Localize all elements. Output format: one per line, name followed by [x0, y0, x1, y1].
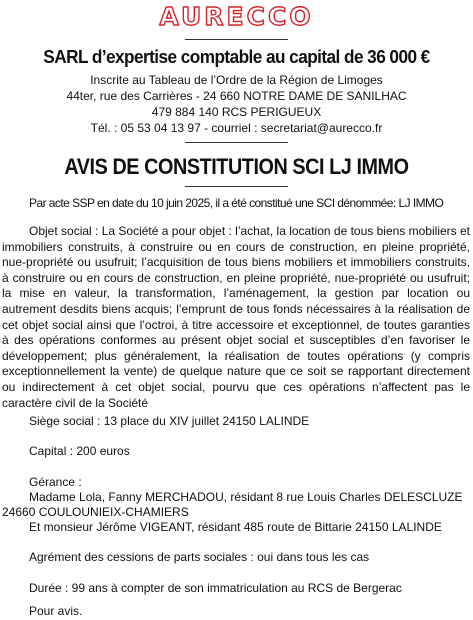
objet-social-text: Objet social : La Société a pour objet : l’achat, la location de tous biens mobiliers et immobiliers construits, à construire ou en cours de construction, en pleine propriété, nue-propriété ou usufruit; l’acquisition de tous biens mobiliers et immobiliers construits, à construire ou en cours de construction, en pleine propriété, nue-propriété ou usufruit; la mise en valeur, la transformation, l’aménagement, la gestion par location ou autrement desdits biens acquis; l’emprunt de tous fonds nécessaires à la réalisation de cet objet social ainsi que l’octroi, à titre accessoire et exceptionnel, de toutes garanties à des opérations conformes au présent objet social et susceptibles d’en favoriser le développement; plus généralement, la réalisation de toutes opérations (y compris exceptionnellement la vente) de quelque nature que ce soit se rapportant directement ou indirectement à cet objet social, pourvu que ces opérations n’affectent pas le caractère civil de la Société — [2, 224, 470, 410]
gerant-1-line-1: Madame Lola, Fanny MERCHADOU, résidant 8 rue Louis Charles DELESCLUZE — [29, 490, 463, 504]
header-address-line: 44ter, rue des Carrières - 24 660 NOTRE DAME DE SANILHAC — [66, 89, 407, 103]
header-registry-line: Inscrite au Tableau de l’Ordre de la Région de Limoges — [90, 73, 383, 87]
gerant-1-line-2: 24660 COULOUNIEIX-CHAMIERS — [2, 505, 189, 519]
header-contact-line: Tél. : 05 53 04 13 97 - courriel : secretariat@aurecco.fr — [90, 121, 383, 135]
siege-social-line: Siège social : 13 place du XIV juillet 24150 LALINDE — [29, 414, 310, 428]
gerant-2-line: Et monsieur Jérôme VIGEANT, résidant 485 route de Bittarie 24150 LALINDE — [29, 520, 442, 534]
company-title: SARL d’expertise comptable au capital de 36 000 € — [43, 46, 430, 67]
header-divider — [185, 142, 288, 143]
agrement-line: Agrément des cessions de parts sociales : oui dans tous les cas — [29, 550, 370, 564]
aurecco-logo — [0, 3, 473, 31]
objet-social-paragraph — [2, 224, 470, 411]
title-divider — [185, 186, 288, 187]
capital-line: Capital : 200 euros — [29, 444, 130, 458]
duree-line: Durée : 99 ans à compter de son immatriculation au RCS de Bergerac — [29, 581, 402, 595]
closing-line: Pour avis. — [29, 604, 83, 618]
logo-wordmark: AURECCO — [159, 2, 314, 31]
notice-title: AVIS DE CONSTITUTION SCI LJ IMMO — [64, 154, 409, 179]
gerance-label: Gérance : — [29, 475, 82, 489]
logo-divider — [185, 39, 288, 40]
notice-intro: Par acte SSP en date du 10 juin 2025, il a été constitué une SCI dénommée: LJ IMMO — [29, 196, 444, 210]
header-rcs-line: 479 884 140 RCS PERIGUEUX — [151, 105, 322, 119]
